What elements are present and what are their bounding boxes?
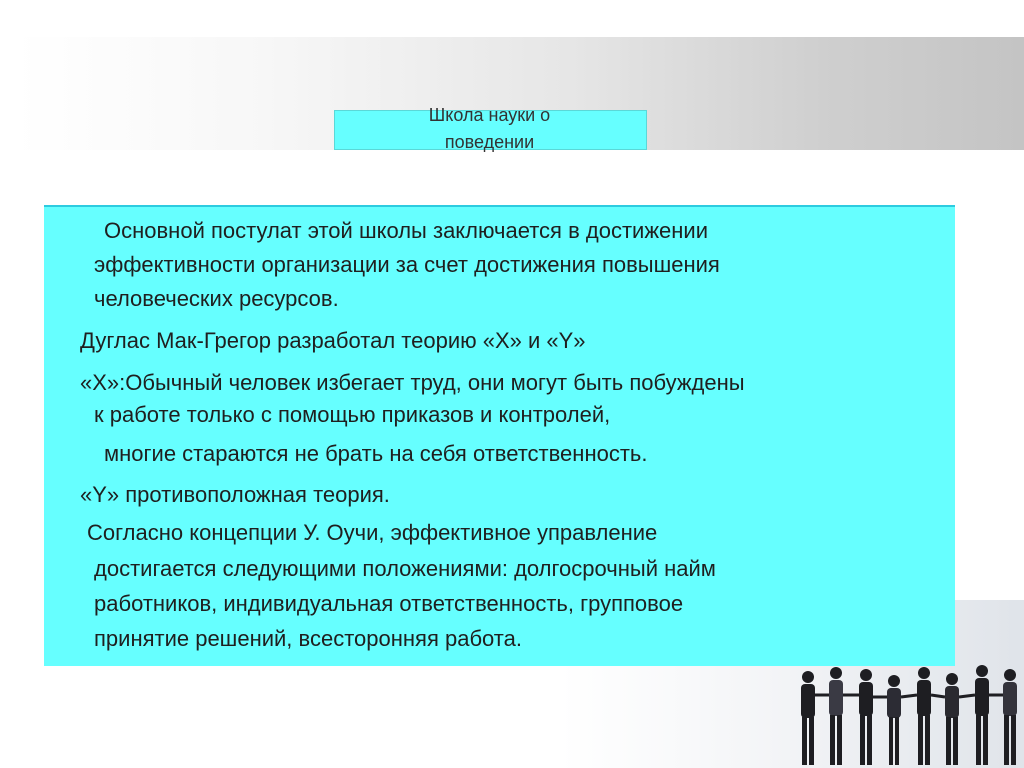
paragraph-theory-x-line-1: «X»:Обычный человек избегает труд, они могут быть побуждены xyxy=(80,370,745,395)
paragraph-ouchi-line-1: Согласно концепции У. Оучи, эффективное управление xyxy=(87,520,658,545)
paragraph-main-postulate-line-2: эффективности организации за счет достижения повышения xyxy=(94,252,720,277)
paragraph-ouchi-line-2: достигается следующими положениями: долгосрочный найм xyxy=(94,556,716,581)
paragraph-main-postulate-line-1: Основной постулат этой школы заключается в достижении xyxy=(104,218,709,243)
paragraph-ouchi-line-4: принятие решений, всесторонняя работа. xyxy=(94,626,522,651)
slide-title-line-2: поведении xyxy=(444,132,535,152)
paragraph-mcgregor-theory: Дуглас Мак-Грегор разработал теорию «X» и «Y» xyxy=(80,328,586,353)
paragraph-theory-x-line-2: к работе только с помощью приказов и контролей, xyxy=(94,402,611,427)
slide-title xyxy=(334,102,645,156)
paragraph-theory-y: «Y» противоположная теория. xyxy=(80,482,390,507)
paragraph-theory-x-line-3: многие стараются не брать на себя ответственность. xyxy=(104,441,648,466)
paragraph-main-postulate-line-3: человеческих ресурсов. xyxy=(94,286,339,311)
paragraph-ouchi-line-3: работников, индивидуальная ответственность, групповое xyxy=(94,591,684,616)
slide-title-line-1: Школа науки о xyxy=(428,105,551,125)
people-holding-hands-image xyxy=(780,655,1024,768)
